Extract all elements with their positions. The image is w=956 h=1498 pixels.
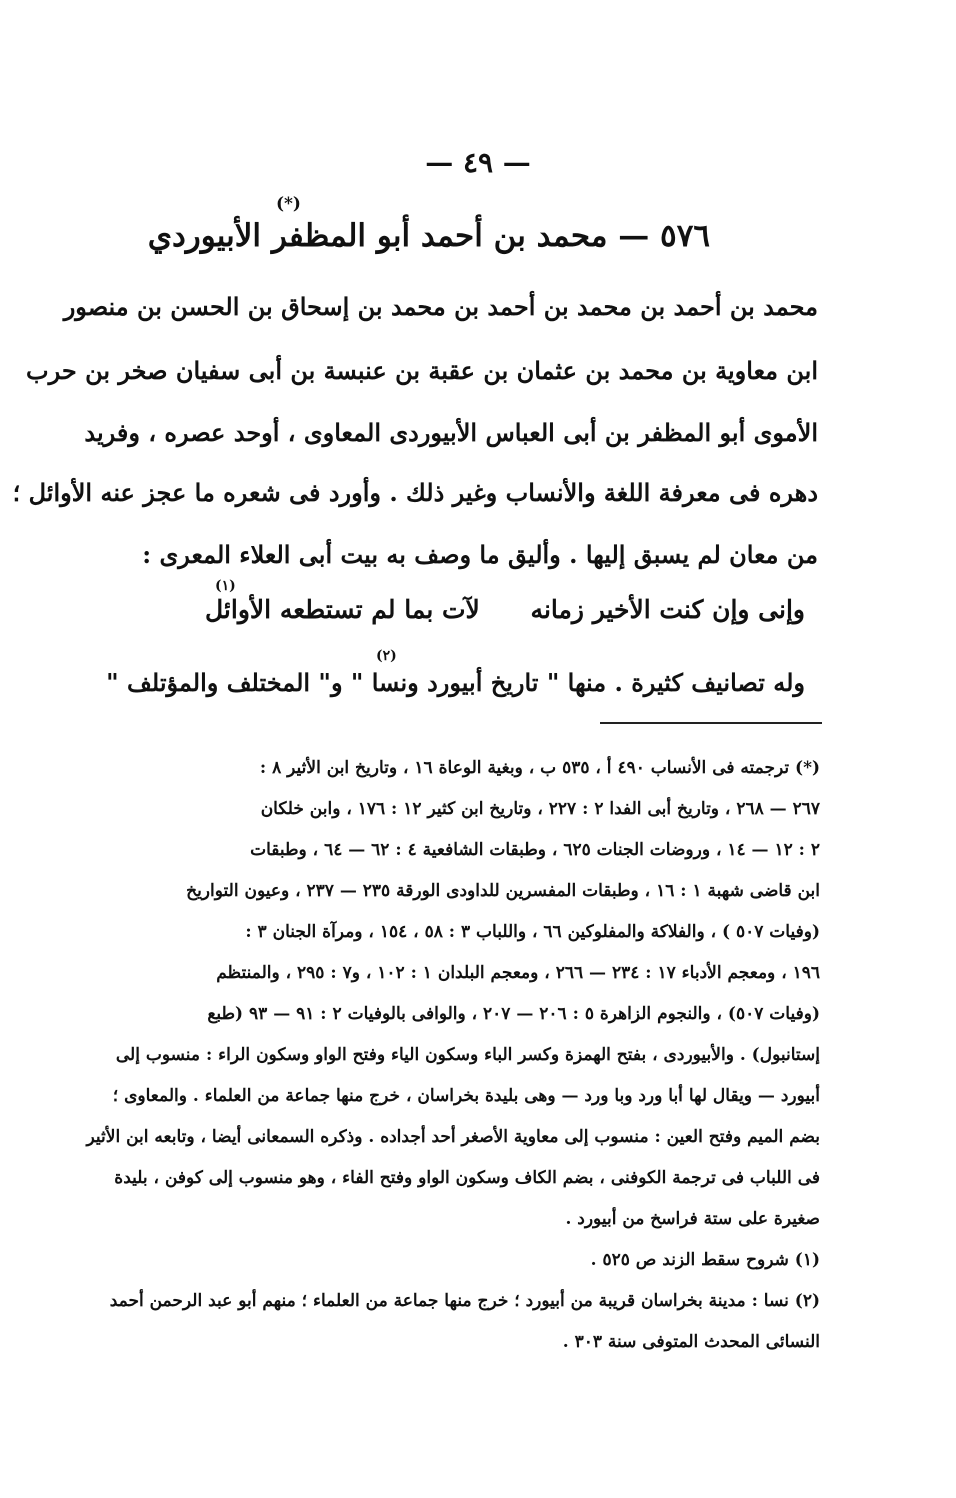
footnote-2-line: النسائى المحدث المتوفى سنة ٣٠٣ . [562,1332,820,1352]
footnote-line: أبيورد — ويقال لها أبا ورد وبا ورد — وهى بليدة بخراسان ، خرج منها جماعة من العلماء . والمعاوى ؛ [112,1086,820,1106]
footnote-1: (١) شروح سقط الزند ص ٥٢٥ . [590,1250,820,1270]
footnote-separator [600,722,822,724]
footnote-line: فى اللباب فى ترجمة الكوفنى ، بضم الكاف وسكون الواو وفتح الفاء ، وهو منسوب إلى كوفن ، بليدة [114,1168,820,1188]
paragraph-line: ابن معاوية بن محمد بن عثمان بن عقبة بن عنبسة بن أبى سفيان صخر بن حرب [26,356,818,385]
footnote-line: ٢٦٧ — ٢٦٨ ، وتاريخ أبى الفدا ٢ : ٢٢٧ ، وتاريخ ابن كثير ١٢ : ١٧٦ ، وابن خلكان [260,799,820,819]
verse-first-hemistich: وإنى وإن كنت الأخير زمانه [530,595,805,624]
footnote-line: بضم الميم وفتح العين : منسوب إلى معاوية الأصغر أحد أجداده . وذكره السمعانى أيضا ، وتابعه ابن الأثير [86,1127,820,1147]
verse-footnote-marker: (١) [215,578,236,594]
footnote-2-line: (٢) نسا : مدينة بخراسان قريبة من أبيورد ؛ خرج منها جماعة من العلماء ؛ منهم أبو عبد الرحمن أحمد [109,1291,820,1311]
paragraph-line: من معان لم يسبق إليها . وأليق ما وصف به بيت أبى العلاء المعرى : [142,540,818,569]
entry-heading: ٥٧٦ — محمد بن أحمد أبو المظفر الأبيوردي [147,218,710,254]
footnote-line: ٢ : ١٢ — ١٤ ، وروضات الجنات ٦٢٥ ، وطبقات الشافعية ٤ : ٦٢ — ٦٤ ، وطبقات [250,840,820,860]
closing-footnote-marker: (٢) [376,648,397,664]
verse-second-hemistich: لآت بما لم تستطعه الأوائل [205,595,480,624]
footnote-line: إستانبول) . والأبيوردى ، بفتح الهمزة وكسر الباء وسكون الياء وفتح الواو وسكون الراء : منسوب إلى [115,1045,820,1065]
footnote-line: (*) ترجمته فى الأنساب ٤٩٠ أ ، ٥٣٥ ب ، وبغية الوعاة ١٦ ، وتاريخ ابن الأثير ٨ : [259,758,820,778]
footnote-line: (وفيات ٥٠٧) ، والنجوم الزاهرة ٥ : ٢٠٦ — ٢٠٧ ، والوافى بالوفيات ٢ : ٩١ — ٩٣ (طبع [207,1004,820,1024]
paragraph-line: دهره فى معرفة اللغة والأنساب وغير ذلك . وأورد فى شعره ما عجز عنه الأوائل ؛ [12,478,818,507]
footnote-line: ابن قاضى شهبة ١ : ١٦ ، وطبقات المفسرين للداودى الورقة ٢٣٥ — ٢٣٧ ، وعيون التواريخ [186,881,820,901]
closing-line: وله تصانيف كثيرة . منها " تاريخ أبيورد ونسا " و" المختلف والمؤتلف " [106,668,805,697]
paragraph-line: الأموى أبو المظفر بن أبى العباس الأبيوردى المعاوى ، أوحد عصره ، وفريد [84,418,818,447]
footnote-line: ١٩٦ ، ومعجم الأدباء ١٧ : ٢٣٤ — ٢٦٦ ، ومعجم البلدان ١ : ١٠٢ ، و٧ : ٢٩٥ ، والمنتظم [216,963,820,983]
footnote-line: (وفيات ٥٠٧ ) ، والفلاكة والمفلوكين ٦٦ ، واللباب ٣ : ٥٨ ، ١٥٤ ، ومرآة الجنان ٣ : [245,922,820,942]
heading-footnote-marker: (*) [276,194,301,214]
page-number: — ٤٩ — [425,146,531,179]
paragraph-line: محمد بن أحمد بن محمد بن أحمد بن محمد بن إسحاق بن الحسن بن منصور [63,292,818,321]
footnote-line: صغيرة على ستة فراسخ من أبيورد . [565,1209,820,1229]
